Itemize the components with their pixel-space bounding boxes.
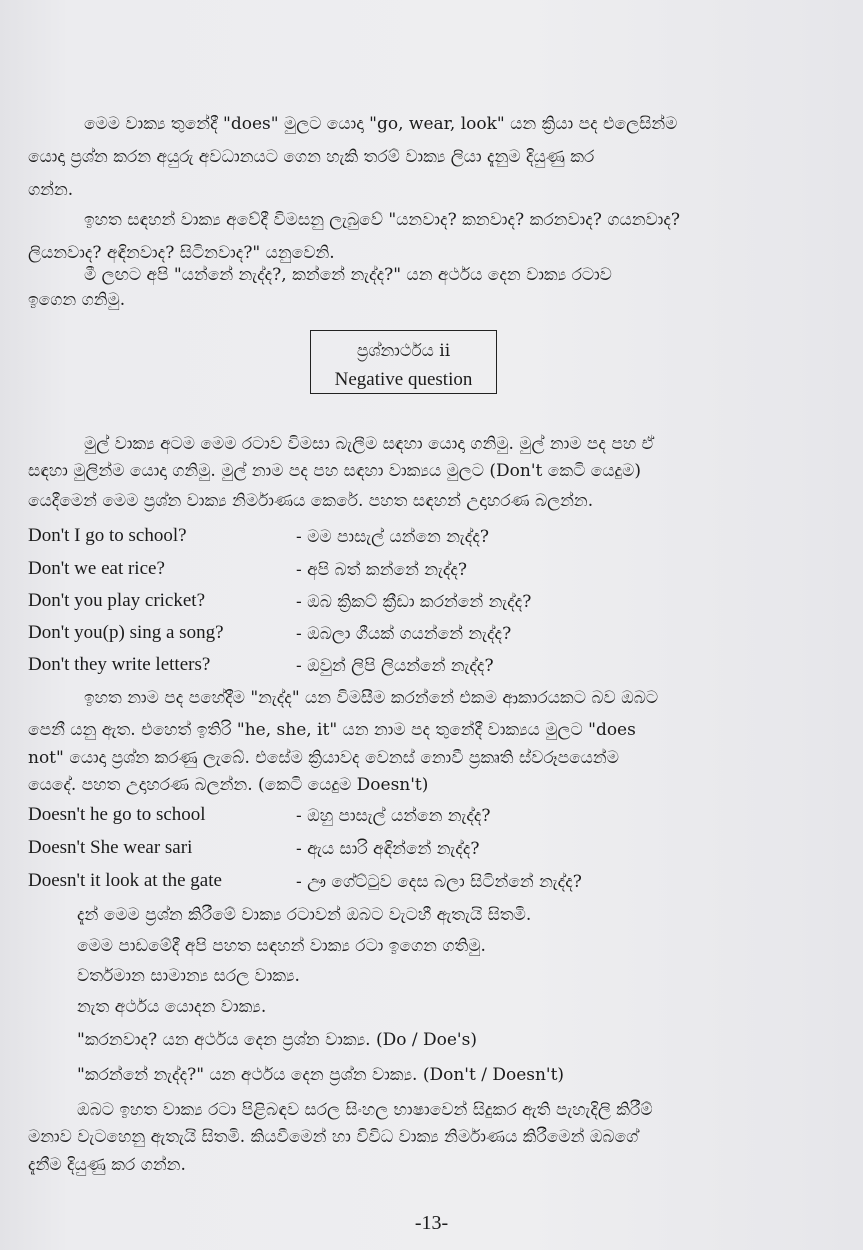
doesnt-example-en: Doesn't it look at the gate (28, 870, 222, 891)
body2-line2: පෙනී යනු ඇත. එහෙත් ඉතිරි "he, she, it" යන නාම පද තුනේදී වාක්‍යය මුලට "does (28, 720, 636, 740)
intro-p1-line1: මෙම වාක්‍ය තුනේදී "does" මුලට යොදා "go, wear, look" යන ක්‍රියා පද එලෙසින්ම (84, 114, 678, 134)
intro-p1-line3: ගන්න. (28, 180, 74, 200)
dont-example-en: Don't you(p) sing a song? (28, 622, 224, 643)
body1-line1: මුල් වාක්‍ය අටම මෙම රටාව විමසා බැලීම සඳහා යොදා ගනිමු. මුල් නාම පද පහ ඒ (84, 434, 655, 454)
section-title-sinhala: ප්‍රශ්නාර්ථය ii (356, 341, 451, 361)
summary-line2: මෙම පාඩමේදී අපි පහත සඳහන් වාක්‍ය රටා ඉගෙන ගතිමු. (77, 936, 486, 956)
summary-line5: "කරනවාද? යන අර්ථය දෙන ප්‍රශ්න වාක්‍ය. (Do / Doe's) (77, 1030, 477, 1050)
intro-p2-line2: ලියනවාද? අඳිනවාද? සිටිනවාද?" යනුවෙනි. (28, 243, 335, 263)
summary-line3: වර්තමාන සාමාන්‍ය සරල වාක්‍ය. (77, 966, 300, 986)
summary-line6: "කරන්නේ නැද්ද?" යන අර්ථය දෙන ප්‍රශ්න වාක්‍ය. (Don't / Doesn't) (77, 1065, 565, 1085)
body2-line4: යෙදේ. පහත උදාහරණ බලන්න. (කෙටි යෙදුම Doesn't) (28, 775, 429, 795)
intro-p3-line1: මී ලඟට අපි "යන්නේ නැද්ද?, කන්නේ නැද්ද?" යන අර්ථය දෙන වාක්‍ය රටාව (84, 265, 612, 285)
doesnt-example-en: Doesn't She wear sari (28, 837, 193, 858)
body2-line3: not" යොදා ප්‍රශ්න කරණු ලැබේ. එසේම ක්‍රියාවද වෙනස් නොවී ප්‍රකෘති ස්වරූපයෙන්ම (28, 748, 619, 768)
body2-line1: ඉහත නාම පද පහේදීම "නැද්ද" යන විමසීම කරන්නේ එකම ආකාරයකට බව ඔබට (84, 688, 659, 708)
intro-p1-line2: යොදා ප්‍රශ්න කරන අයුරු අවධානයට ගෙන හැකි තරම් වාක්‍ය ලියා දැනුම දියුණු කර (28, 147, 595, 167)
dont-example-si: - ඔබලා ගීයක් ගයන්නේ නැද්ද? (296, 624, 512, 644)
closing-line3: දැනීම දියුණු කර ගන්න. (28, 1155, 186, 1175)
closing-line2: මනාව වැටහෙනු ඇතැයි සිතමි. කියවීමෙන් හා විවිධ වාක්‍ය නිර්මාණය කිරීමෙන් ඔබගේ (28, 1127, 639, 1147)
dont-example-si: - මම පාසැල් යන්නෙ නැද්ද? (296, 527, 490, 547)
doesnt-example-si: - ඇය සාරි අඳින්නේ නැද්ද? (296, 839, 480, 859)
summary-line4: නැත අර්ථය යොදන වාක්‍ය. (77, 997, 267, 1017)
section-heading-box (310, 330, 497, 394)
body1-line2: සඳහා මුලින්ම යොදා ගනිමු. මුල් නාම පද පහ සඳහා වාක්‍යය මුලට (Don't කෙටි යෙදුම) (28, 461, 641, 481)
section-title-english: Negative question (334, 369, 473, 390)
dont-example-si: - ඔබ ක්‍රිකට් ක්‍රීඩා කරන්නේ නැද්ද? (296, 592, 532, 612)
dont-example-si: - අපි බත් කන්නේ නැද්ද? (296, 560, 468, 580)
page-number: -13- (414, 1212, 449, 1234)
body1-line3: යෙදීමෙන් මෙම ප්‍රශ්න වාක්‍ය නිර්මාණය කෙරේ. පහත සඳහන් උදාහරණ බලන්න. (28, 491, 594, 511)
closing-line1: ඔබට ඉහත වාක්‍ය රටා පිළිබඳව සරල සිංහල භාෂාවෙන් සිදුකර ඇති පැහැදිලි කිරීම් (77, 1100, 653, 1120)
dont-example-en: Don't we eat rice? (28, 558, 165, 579)
intro-p3-line2: ඉගෙන ගනිමු. (28, 290, 126, 310)
intro-p2-line1: ඉහත සඳහන් වාක්‍ය අවේදී විමසනු ලැබුවේ "යනවාද? කනවාද? කරනවාද? ගයනවාද? (84, 210, 680, 230)
dont-example-en: Don't I go to school? (28, 525, 187, 546)
dont-example-en: Don't you play cricket? (28, 590, 206, 611)
doesnt-example-si: - ඌ ගේට්ටුව දෙස බලා සිටින්නේ නැද්ද? (296, 872, 582, 892)
dont-example-en: Don't they write letters? (28, 654, 211, 675)
dont-example-si: - ඔවුන් ලිපි ලියන්නේ නැද්ද? (296, 656, 494, 676)
doesnt-example-si: - ඔහු පාසැල් යන්නෙ නැද්ද? (296, 806, 491, 826)
summary-line1: දැන් මෙම ප්‍රශ්න කිරීමේ වාක්‍ය රටාවන් ඔබට වැටහී ඇතැයි සිතමි. (77, 905, 532, 925)
doesnt-example-en: Doesn't he go to school (28, 804, 206, 825)
